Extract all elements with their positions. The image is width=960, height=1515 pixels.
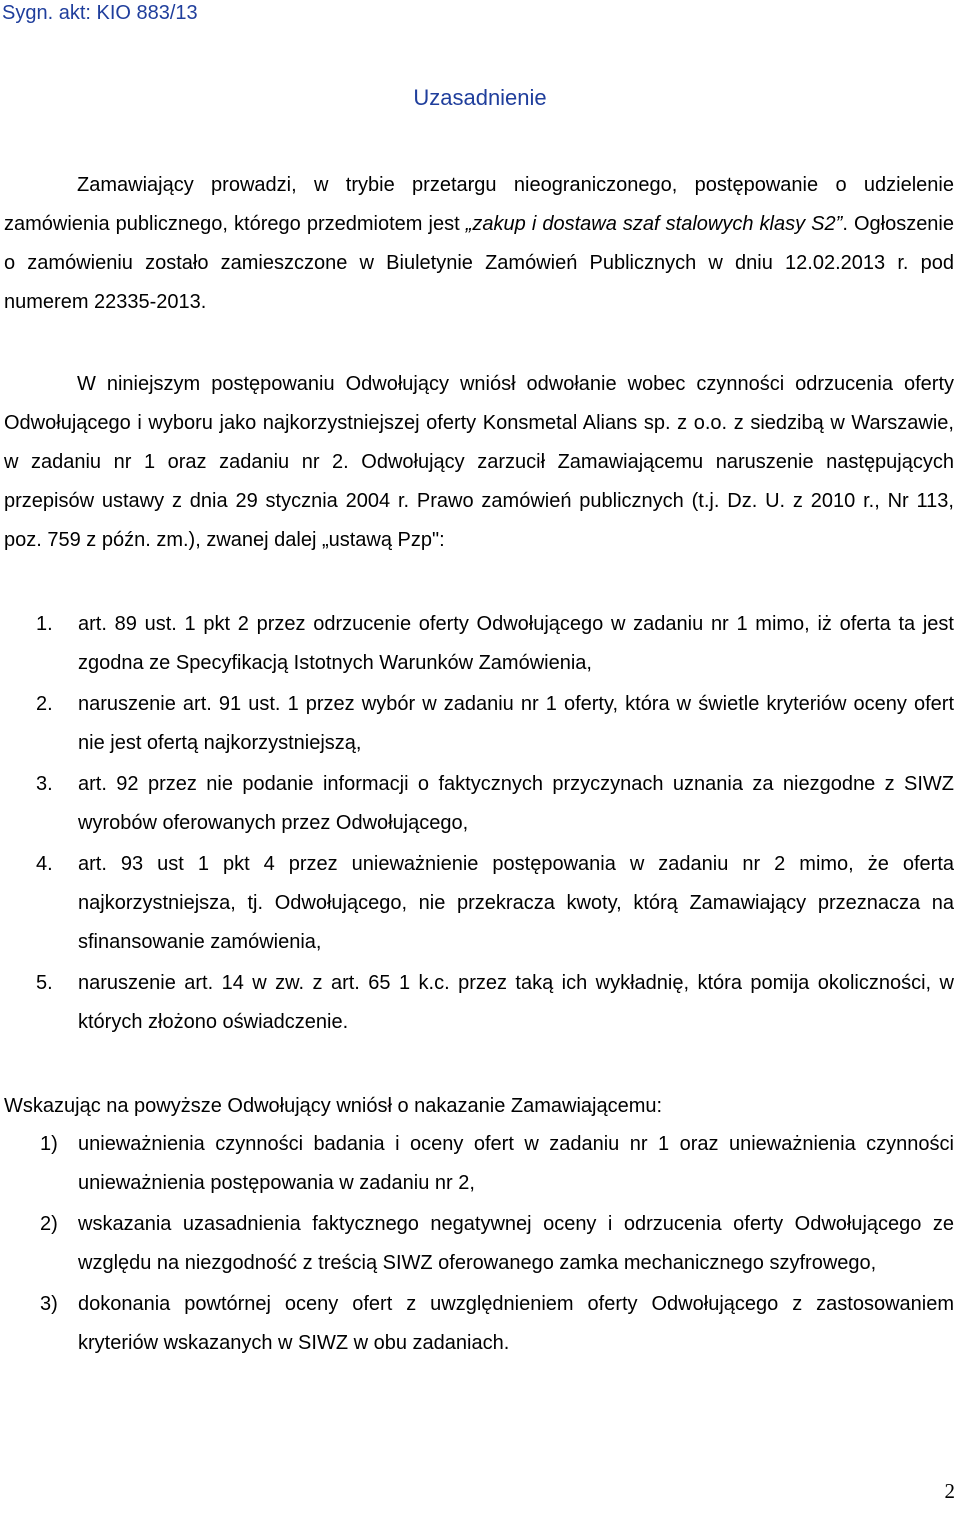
item-number: 3.: [36, 773, 53, 795]
case-signature: Sygn. akt: KIO 883/13: [2, 2, 198, 24]
item-number: 2): [40, 1213, 58, 1235]
demands-intro-paragraph: [4, 1087, 954, 1126]
item-text: naruszenie art. 14 w zw. z art. 65 1 k.c. przez taką ich wykładnię, która pomija okoliczności, w których złożono oświadczenie.: [78, 972, 954, 1033]
list-item: [36, 964, 954, 1042]
list-item: [36, 765, 954, 843]
item-text: dokonania powtórnej oceny ofert z uwzględnieniem oferty Odwołującego z zastosowaniem kryteriów wskazanych w SIWZ w obu zadaniach.: [78, 1293, 954, 1354]
list-item: [36, 685, 954, 763]
list-item: [36, 605, 954, 683]
appeal-paragraph: [4, 365, 954, 560]
item-text: art. 92 przez nie podanie informacji o faktycznych przyczynach uznania za niezgodne z SIWZ wyrobów oferowanych przez Odwołującego,: [78, 773, 954, 834]
item-number: 2.: [36, 693, 53, 715]
demands-intro-text: Wskazując na powyższe Odwołujący wniósł o nakazanie Zamawiającemu:: [4, 1095, 663, 1117]
intro-text: [4, 166, 954, 322]
list-item: [40, 1125, 954, 1203]
demands-list: [40, 1125, 954, 1365]
item-number: 5.: [36, 972, 53, 994]
charges-list: [36, 605, 954, 1044]
list-item: [36, 845, 954, 962]
item-text: wskazania uzasadnienia faktycznego negatywnej oceny i odrzucenia oferty Odwołującego ze względu na niezgodność z treścią SIWZ oferowanego zamka mechanicznego szyfrowego,: [78, 1213, 954, 1274]
intro-text-b: . Ogłoszenie o zamówieniu zostało zamieszczone w Biuletynie Zamówień Publicznych w dniu 12.02.2013 r. pod numerem 22335-2013.: [4, 213, 955, 313]
item-number: 3): [40, 1293, 58, 1315]
item-text: art. 89 ust. 1 pkt 2 przez odrzucenie oferty Odwołującego w zadaniu nr 1 mimo, iż oferta ta jest zgodna ze Specyfikacją Istotnych Warunków Zamówienia,: [78, 613, 954, 674]
item-text: unieważnienia czynności badania i oceny ofert w zadaniu nr 1 oraz unieważnienia czynności unieważnienia postępowania w zadaniu nr 2,: [78, 1133, 954, 1194]
item-number: 4.: [36, 853, 53, 875]
item-text: art. 93 ust 1 pkt 4 przez unieważnienie postępowania w zadaniu nr 2 mimo, że oferta najkorzystniejsza, tj. Odwołującego, nie przekracza kwoty, którą Zamawiający przeznacza na sfinansowanie zamówienia,: [78, 853, 954, 953]
page-title: Uzasadnienie: [413, 85, 547, 110]
list-item: [40, 1285, 954, 1363]
intro-text-a: Zamawiający prowadzi, w trybie przetargu nieograniczonego, postępowanie o udzielenie zamówienia publicznego, którego przedmiotem jest: [4, 174, 954, 235]
page-number: 2: [944, 1479, 955, 1503]
list-item: [40, 1205, 954, 1283]
intro-paragraph: [4, 166, 954, 322]
item-number: 1): [40, 1133, 58, 1155]
appeal-text: W niniejszym postępowaniu Odwołujący wniósł odwołanie wobec czynności odrzucenia oferty Odwołującego i wyboru jako najkorzystniejszej oferty Konsmetal Alians sp. z o.o. z siedzibą w Warszawie, w zadaniu nr 1 oraz zadaniu nr 2. Odwołujący zarzucił Zamawiającemu naruszenie następujących przepisów ustawy z dnia 29 stycznia 2004 r. Prawo zamówień publicznych (t.j. Dz. U. z 2010 r., Nr 113, poz. 759 z późn. zm.), zwanej dalej „ustawą Pzp":: [4, 373, 954, 551]
item-text: naruszenie art. 91 ust. 1 przez wybór w zadaniu nr 1 oferty, która w świetle kryteriów oceny ofert nie jest ofertą najkorzystniejszą,: [78, 693, 954, 754]
item-number: 1.: [36, 613, 53, 635]
intro-subject: „zakup i dostawa szaf stalowych klasy S2”: [465, 213, 843, 235]
